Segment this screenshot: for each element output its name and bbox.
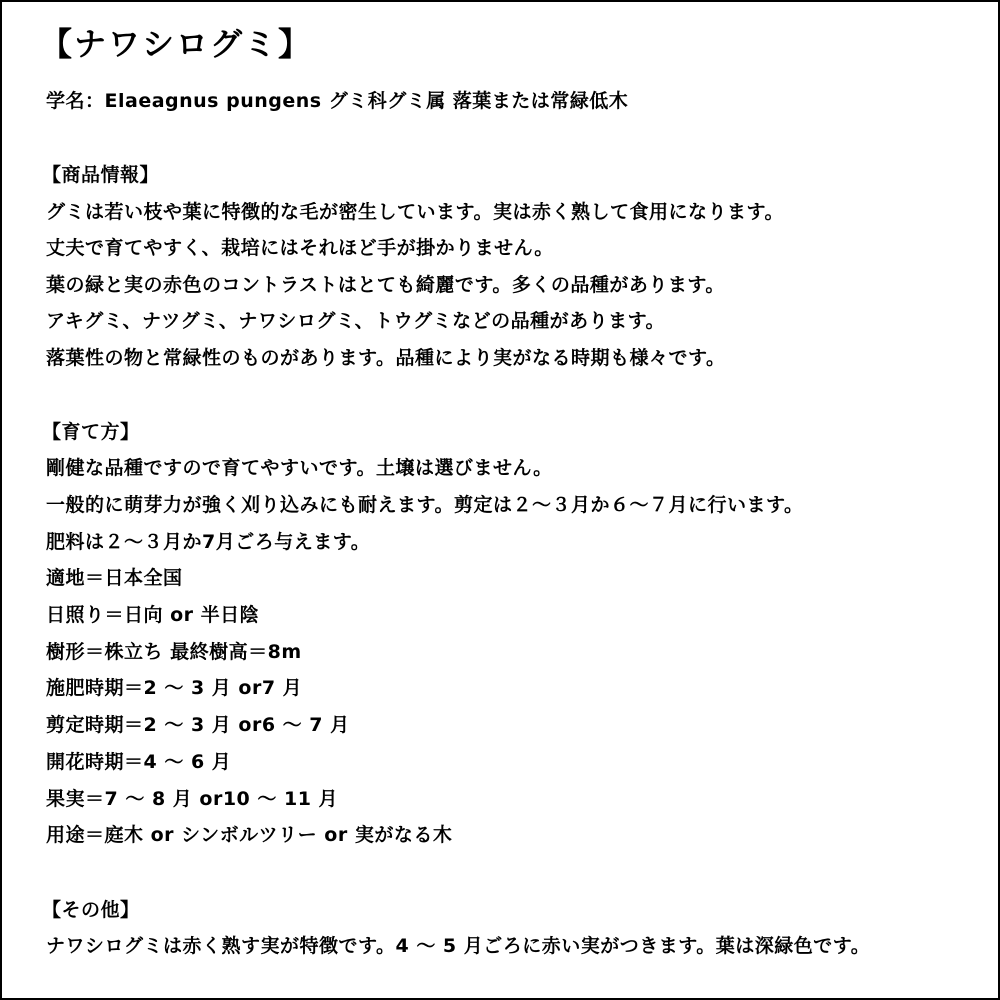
other-line: ナワシログミは赤く熟す実が特徴です。4 ～ 5 月ごろに赤い実がつきます。葉は深緑色です。 bbox=[46, 935, 871, 957]
page-title: 【ナワシログミ】 bbox=[40, 25, 313, 63]
care-line: 果実＝7 ～ 8 月 or10 ～ 11 月 bbox=[46, 788, 339, 810]
care-line: 肥料は２～３月か7月ごろ与えます。 bbox=[46, 531, 371, 553]
care-line: 用途＝庭木 or シンボルツリー or 実がなる木 bbox=[46, 824, 453, 846]
care-line: 開花時期＝4 ～ 6 月 bbox=[46, 751, 232, 773]
care-line: 剪定時期＝2 ～ 3 月 or6 ～ 7 月 bbox=[46, 714, 350, 736]
care-line: 日照り＝日向 or 半日陰 bbox=[46, 604, 260, 626]
care-line: 樹形＝株立ち 最終樹高＝8m bbox=[46, 641, 302, 663]
care-line: 適地＝日本全国 bbox=[46, 567, 183, 589]
product-info-line: アキグミ、ナツグミ、ナワシログミ、トウグミなどの品種があります。 bbox=[46, 310, 666, 332]
product-info-line: 葉の緑と実の赤色のコントラストはとても綺麗です。多くの品種があります。 bbox=[46, 274, 725, 296]
care-line: 施肥時期＝2 ～ 3 月 or7 月 bbox=[46, 677, 303, 699]
care-line: 剛健な品種ですので育てやすいです。土壌は選びません。 bbox=[46, 457, 553, 479]
care-line: 一般的に萌芽力が強く刈り込みにも耐えます。剪定は２～３月か６～７月に行います。 bbox=[46, 494, 804, 516]
product-info-line: 落葉性の物と常緑性のものがあります。品種により実がなる時期も様々です。 bbox=[46, 347, 726, 369]
product-info-line: グミは若い枝や葉に特徴的な毛が密生しています。実は赤く熟して食用になります。 bbox=[46, 201, 784, 223]
product-info-line: 丈夫で育てやすく、栽培にはそれほど手が掛かりません。 bbox=[46, 237, 554, 259]
scientific-name: 学名：Elaeagnus pungens グミ科グミ属 落葉または常緑低木 bbox=[46, 90, 629, 112]
section-heading-other: 【その他】 bbox=[42, 899, 140, 921]
section-heading-product-info: 【商品情報】 bbox=[42, 164, 160, 186]
section-heading-care: 【育て方】 bbox=[42, 421, 140, 443]
